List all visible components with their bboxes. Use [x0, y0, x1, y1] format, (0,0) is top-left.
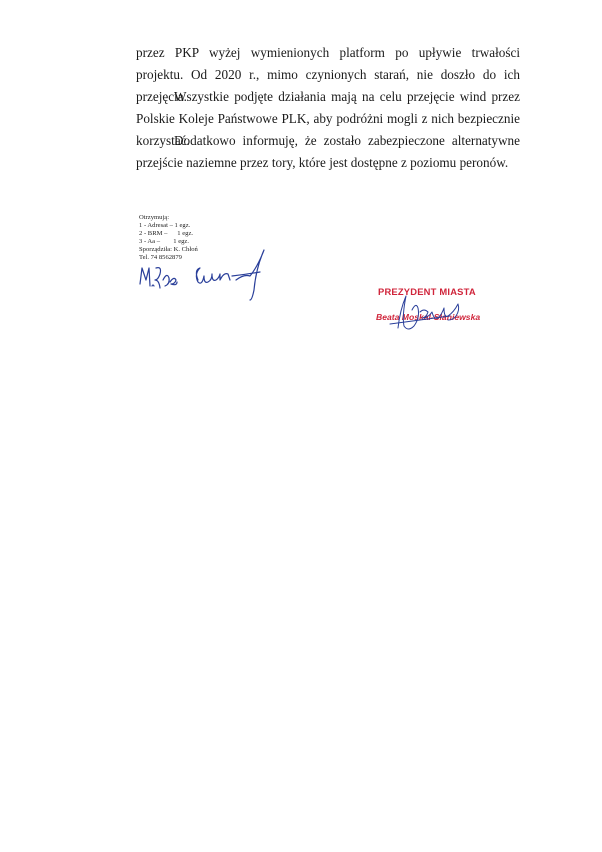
- phone-number: Tel. 74 8562879: [139, 253, 182, 261]
- handwritten-initials: [136, 246, 286, 302]
- distribution-heading: Otrzymują:: [139, 214, 170, 221]
- distribution-line: 1 - Adresat – 1 egz.: [139, 221, 191, 229]
- stamp-title: PREZYDENT MIASTA: [378, 286, 476, 297]
- stamp-name: Beata Moskal-Słaniewska: [376, 312, 481, 322]
- body-paragraph-3: Dodatkowo informuję, że zostało zabezpieczone alternatywne przejście naziemne przez tory, które jest dostępne z poziomu peronów.: [136, 133, 520, 170]
- distribution-line: 2 - BRM – 1 egz.: [139, 229, 194, 237]
- prepared-by: Sporządziła: K. Chłoń: [139, 245, 198, 253]
- distribution-line: 3 - Aa – 1 egz.: [139, 237, 189, 245]
- signature-icon: [368, 282, 498, 342]
- body-paragraph-1: przez PKP wyżej wymienionych platform po upływie trwałości projektu. Od 2020 r., mimo czynionych starań, nie doszło do ich przejęcia.: [136, 45, 520, 104]
- body-paragraph-2: Wszystkie podjęte działania mają na celu przejęcie wind przez Polskie Koleje Państwowe PLK, aby podróżni mogli z nich bezpiecznie korzystać.: [136, 89, 520, 148]
- president-stamp: [368, 282, 498, 342]
